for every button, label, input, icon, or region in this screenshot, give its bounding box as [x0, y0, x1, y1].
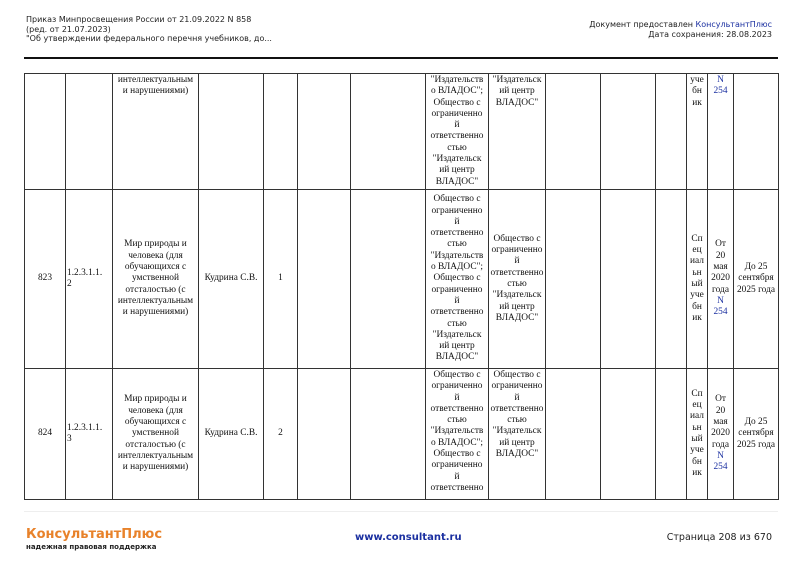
- cell-grade: [264, 74, 298, 190]
- cell-order-date: [708, 74, 734, 190]
- cell-col7: [351, 369, 426, 500]
- textbook-table: [24, 73, 779, 500]
- footer-website-link[interactable]: www.consultant.ru: [355, 532, 462, 543]
- cell-col10: [546, 369, 601, 500]
- order-number-link[interactable]: N 254: [713, 295, 728, 318]
- page-number: Страница 208 из 670: [666, 532, 772, 543]
- provider-link[interactable]: КонсультантПлюс: [695, 20, 772, 29]
- save-date: Дата сохранения: 28.08.2023: [648, 30, 772, 39]
- footer-logo: КонсультантПлюс: [26, 527, 163, 542]
- cell-col11: [601, 74, 656, 190]
- cell-valid-until: До 25 сентября 2025 года: [734, 369, 779, 500]
- cell-code: 1.2.3.1.1. 2: [66, 190, 113, 369]
- cell-publisher: Общество с ограниченно й ответственно стью "Издательств о ВЛАДОС"; Общество с ограниченно й ответственно стью "Издательск ий центр ВЛАДОС": [426, 190, 489, 369]
- cell-code: 1.2.3.1.1. 3: [66, 369, 113, 500]
- cell-col10: [546, 74, 601, 190]
- footer-divider: [24, 511, 778, 512]
- cell-col6: [298, 190, 351, 369]
- cell-grade: 2: [264, 369, 298, 500]
- cell-order-date: [708, 369, 734, 500]
- cell-col6: [298, 369, 351, 500]
- cell-publisher-2: Общество с ограниченно й ответственно стью "Издательск ий центр ВЛАДОС": [489, 190, 546, 369]
- provider-block: [589, 20, 772, 40]
- provided-label: Документ предоставлен: [589, 20, 696, 29]
- cell-textbook-type: Сп ец иал ьн ый уче бн ик: [687, 190, 708, 369]
- cell-col12: [656, 369, 687, 500]
- cell-col7: [351, 74, 426, 190]
- cell-col6: [298, 74, 351, 190]
- cell-textbook-type: Сп ец иал ьн ый уче бн ик: [687, 369, 708, 500]
- order-number-link[interactable]: N 254: [713, 75, 728, 97]
- doc-subject-line: "Об утверждении федерального перечня учебников, до...: [26, 34, 272, 43]
- cell-valid-until: До 25 сентября 2025 года: [734, 190, 779, 369]
- cell-title: Мир природы и человека (для обучающихся с умственной отсталостью (с интеллектуальным и нарушениями): [113, 369, 199, 500]
- cell-publisher: Общество с ограниченно й ответственно стью "Издательств о ВЛАДОС"; Общество с ограниченно й ответственно: [426, 369, 489, 500]
- order-date-text: От 20 мая 2020 года: [711, 239, 730, 295]
- cell-col12: [656, 190, 687, 369]
- cell-col11: [601, 190, 656, 369]
- cell-valid-until: [734, 74, 779, 190]
- cell-row-number: 823: [25, 190, 66, 369]
- cell-authors: Кудрина С.В.: [199, 369, 264, 500]
- cell-authors: Кудрина С.В.: [199, 190, 264, 369]
- cell-col7: [351, 190, 426, 369]
- doc-title-line: Приказ Минпросвещения России от 21.09.2022 N 858: [26, 15, 252, 24]
- cell-order-date: [708, 190, 734, 369]
- cell-col12: [656, 74, 687, 190]
- cell-publisher-2: "Издательск ий центр ВЛАДОС": [489, 74, 546, 190]
- table-row: [25, 190, 779, 369]
- document-title-block: [26, 15, 272, 44]
- cell-col11: [601, 369, 656, 500]
- cell-publisher: "Издательств о ВЛАДОС"; Общество с ограниченно й ответственно стью "Издательск ий центр ВЛАДОС": [426, 74, 489, 190]
- cell-title: интеллектуальным и нарушениями): [113, 74, 199, 190]
- cell-authors: [199, 74, 264, 190]
- order-date-text: От 20 мая 2020 года: [711, 394, 730, 450]
- table-row: [25, 74, 779, 190]
- cell-code: [66, 74, 113, 190]
- footer-tagline: надежная правовая поддержка: [26, 543, 157, 551]
- cell-textbook-type: уче бн ик: [687, 74, 708, 190]
- table-row: [25, 369, 779, 500]
- cell-col10: [546, 190, 601, 369]
- order-number-link[interactable]: N 254: [713, 450, 728, 473]
- cell-publisher-2: Общество с ограниченно й ответственно стью "Издательск ий центр ВЛАДОС": [489, 369, 546, 500]
- header-divider: [24, 57, 778, 59]
- cell-title: Мир природы и человека (для обучающихся с умственной отсталостью (с интеллектуальным и нарушениями): [113, 190, 199, 369]
- cell-row-number: 824: [25, 369, 66, 500]
- cell-row-number: [25, 74, 66, 190]
- cell-grade: 1: [264, 190, 298, 369]
- doc-revision-line: (ред. от 21.07.2023): [26, 24, 111, 34]
